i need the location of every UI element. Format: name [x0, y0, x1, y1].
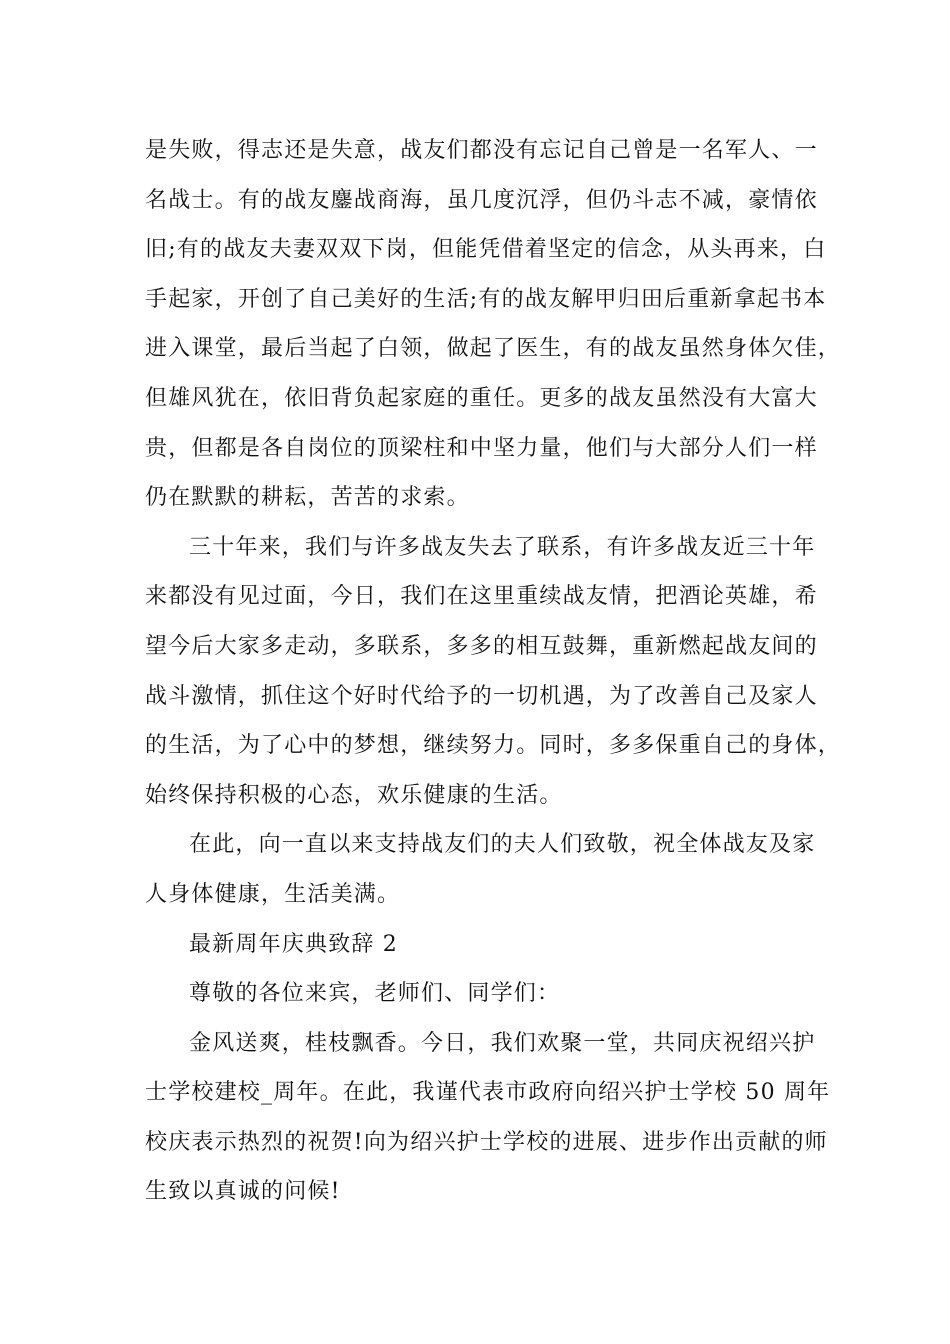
text-line: 名战士。有的战友鏖战商海，虽几度沉浮，但仍斗志不减，豪情依	[145, 187, 818, 213]
text-line: 金风送爽，桂枝飘香。今日，我们欢聚一堂，共同庆祝绍兴护	[189, 1030, 816, 1056]
text-line: 进入课堂，最后当起了白领，做起了医生，有的战友虽然身体欠佳，	[145, 336, 842, 362]
section-heading: 最新周年庆典致辞 2	[189, 931, 398, 957]
text-line: 的生活，为了心中的梦想，继续努力。同时，多多保重自己的身体，	[145, 733, 842, 759]
text-line: 校庆表示热烈的祝贺!向为绍兴护士学校的进展、进步作出贡献的师	[145, 1129, 828, 1155]
text-line: 在此，向一直以来支持战友们的夫人们致敬，祝全体战友及家	[189, 832, 816, 858]
text-line: 来都没有见过面，今日，我们在这里重续战友情，把酒论英雄，希	[145, 584, 818, 610]
salutation: 尊敬的各位来宾，老师们、同学们：	[189, 981, 561, 1007]
text-line: 仍在默默的耕耘，苦苦的求索。	[145, 485, 470, 511]
text-line: 人身体健康，生活美满。	[145, 881, 401, 907]
text-line: 是失败，得志还是失意，战友们都没有忘记自己曾是一名军人、一	[145, 138, 818, 163]
body-text	[145, 126, 842, 1217]
text-line: 手起家，开创了自己美好的生活;有的战友解甲归田后重新拿起书本	[145, 286, 827, 312]
text-line: 士学校建校_周年。在此，我谨代表市政府向绍兴护士学校 50 周年	[145, 1080, 831, 1106]
text-line: 但雄风犹在，依旧背负起家庭的重任。更多的战友虽然没有大富大	[145, 385, 818, 411]
text-line: 始终保持积极的心态，欢乐健康的生活。	[145, 782, 563, 808]
text-line: 生致以真诚的问候!	[145, 1179, 341, 1205]
text-line: 旧;有的战友夫妻双双下岗，但能凭借着坚定的信念，从头再来，白	[145, 237, 827, 263]
text-line: 贵，但都是各自岗位的顶梁柱和中坚力量，他们与大部分人们一样	[145, 435, 818, 461]
text-line: 三十年来，我们与许多战友失去了联系，有许多战友近三十年	[189, 534, 816, 560]
text-line: 望今后大家多走动，多联系，多多的相互鼓舞，重新燃起战友间的	[145, 633, 818, 659]
text-line: 战斗激情，抓住这个好时代给予的一切机遇，为了改善自己及家人	[145, 683, 818, 709]
